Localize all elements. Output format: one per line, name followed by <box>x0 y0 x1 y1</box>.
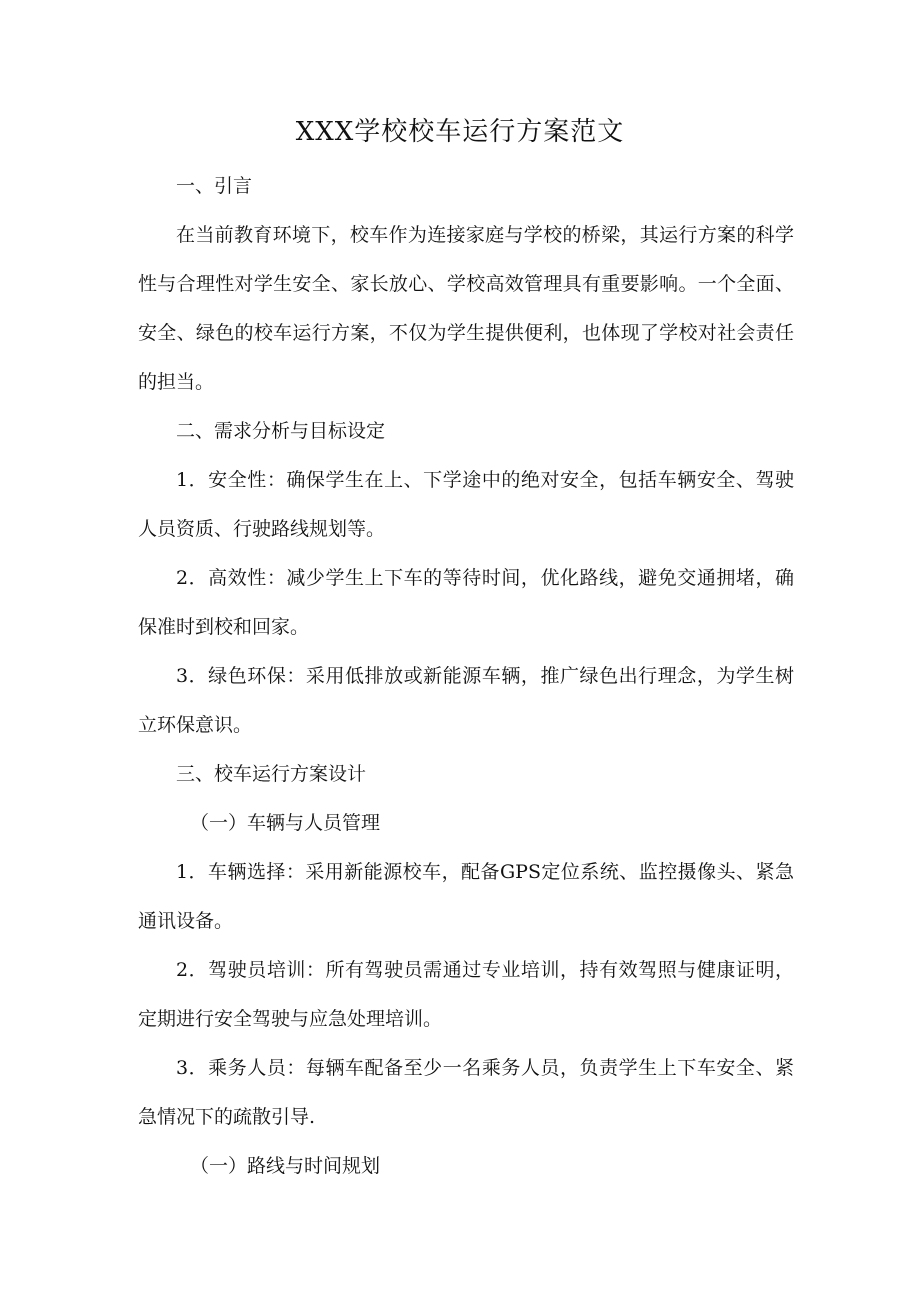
document-title: XXX学校校车运行方案范文 <box>295 117 625 147</box>
paragraph-introduction: 在当前教育环境下，校车作为连接家庭与学校的桥梁，其运行方案的科学性与合理性对学生安全、家长放心、学校高效管理具有重要影响。一个全面、安全、绿色的校车运行方案，不仅为学生提供便利，也体现了学校对社会责任的担当。 <box>138 224 794 393</box>
list-item-safety: 1．安全性：确保学生在上、下学途中的绝对安全，包括车辆安全、驾驶人员资质、行驶路线规划等。 <box>138 469 794 540</box>
subsection-heading-vehicles-staff: （一）车辆与人员管理 <box>190 812 381 834</box>
list-item-attendants: 3．乘务人员：每辆车配备至少一名乘务人员，负责学生上下车安全、紧急情况下的疏散引导. <box>138 1057 794 1128</box>
list-item-vehicle-selection: 1．车辆选择：采用新能源校车，配备GPS定位系统、监控摄像头、紧急通讯设备。 <box>138 861 794 932</box>
section-heading-requirements: 二、需求分析与目标设定 <box>176 420 386 442</box>
subsection-heading-routes-schedule: （一）路线与时间规划 <box>190 1155 381 1177</box>
list-item-driver-training: 2．驾驶员培训：所有驾驶员需通过专业培训，持有效驾照与健康证明，定期进行安全驾驶与应急处理培训。 <box>138 959 794 1030</box>
document-body <box>138 162 794 1191</box>
list-item-green: 3．绿色环保：采用低排放或新能源车辆，推广绿色出行理念，为学生树立环保意识。 <box>138 665 794 736</box>
list-item-efficiency: 2．高效性：减少学生上下车的等待时间，优化路线，避免交通拥堵，确保准时到校和回家。 <box>138 567 794 638</box>
section-heading-design: 三、校车运行方案设计 <box>176 763 367 785</box>
section-heading-introduction: 一、引言 <box>176 175 253 197</box>
